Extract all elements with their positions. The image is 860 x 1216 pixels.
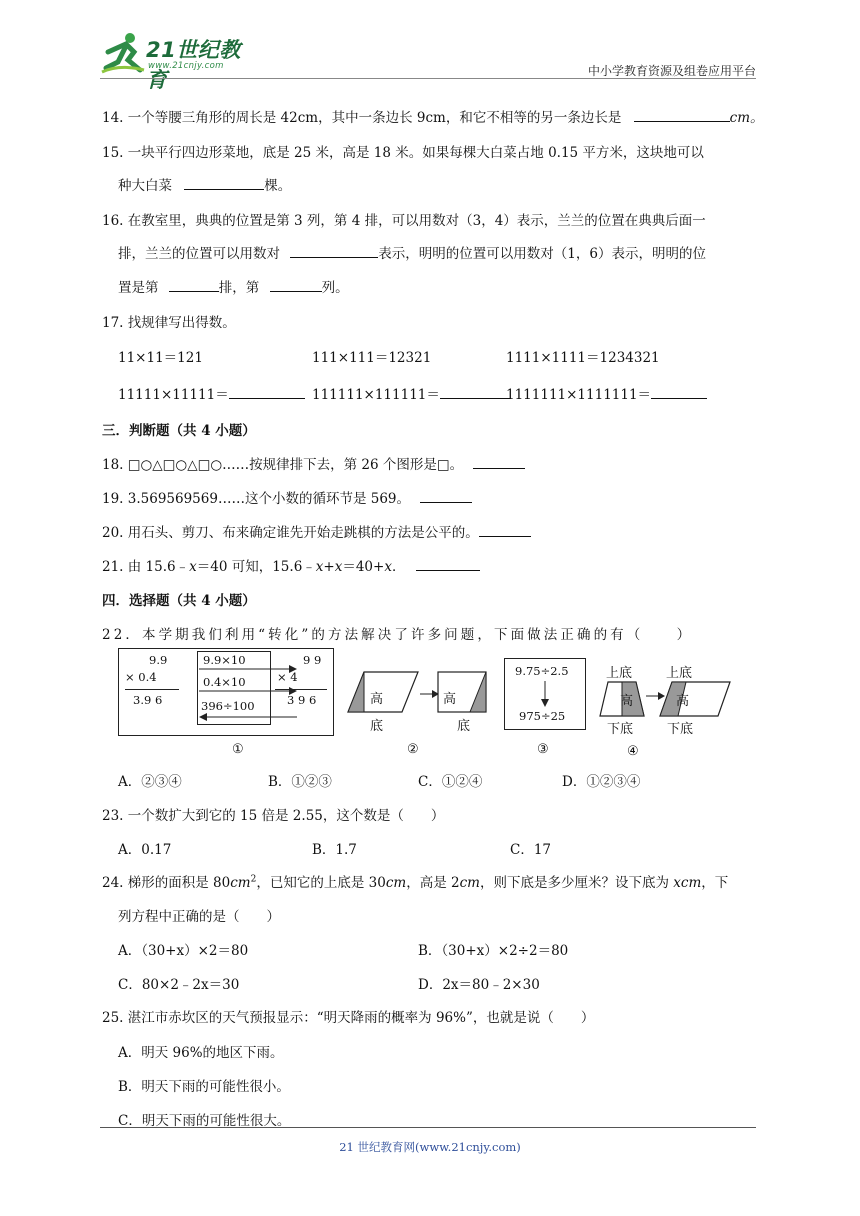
option-d[interactable]: D．2x＝80﹣2×30 — [418, 977, 540, 993]
answer-blank[interactable] — [473, 456, 525, 469]
site-logo — [100, 30, 260, 92]
figure-3-number: ③ — [537, 742, 549, 757]
option-c[interactable]: C．明天下雨的可能性很大。 — [118, 1113, 291, 1129]
option-a[interactable]: A．明天 96%的地区下雨。 — [118, 1045, 284, 1061]
question-22: 22．本学期我们利用“转化”的方法解决了许多问题，下面做法正确的有（ ） — [102, 627, 694, 643]
answer-blank[interactable] — [440, 386, 510, 399]
option-a[interactable]: A．（30+x）×2＝80 — [118, 943, 249, 959]
option-c[interactable]: C．①②④ — [418, 774, 483, 790]
figure-4-trapezoid-to-parallelogram — [598, 680, 736, 720]
answer-blank[interactable] — [270, 279, 322, 292]
question-24-line2: 列方程中正确的是（ ） — [118, 909, 280, 925]
answer-blank[interactable] — [479, 524, 531, 537]
pattern-expr-2: 111×111＝12321 — [312, 350, 432, 366]
page-header — [100, 28, 756, 92]
answer-blank[interactable] — [229, 386, 305, 399]
pattern-expr-4: 11111×11111＝ — [118, 383, 305, 403]
runner-logo-icon — [100, 30, 146, 76]
option-b[interactable]: B．1.7 — [312, 842, 357, 858]
header-divider — [100, 78, 756, 79]
question-20: 20. 用石头、剪刀、布来确定谁先开始走跳棋的方法是公平的。 — [102, 521, 531, 541]
option-b[interactable]: B．明天下雨的可能性很小。 — [118, 1079, 290, 1095]
logo-text: 21世纪教育 — [146, 38, 241, 92]
figure-4-number: ④ — [627, 744, 639, 759]
option-c[interactable]: C．80×2﹣2x＝30 — [118, 977, 240, 993]
footer-divider — [100, 1127, 756, 1128]
answer-blank[interactable] — [651, 386, 707, 399]
question-25: 25. 湛江市赤坎区的天气预报显示：“明天降雨的概率为 96%”，也就是说（ ） — [102, 1010, 595, 1026]
down-arrow-icon — [539, 681, 551, 707]
pattern-expr-1: 11×11＝121 — [118, 350, 203, 366]
option-a[interactable]: A．②③④ — [118, 774, 182, 790]
question-21: 21. 由 15.6﹣x＝40 可知，15.6﹣x+x＝40+x． — [102, 555, 480, 575]
question-15: 15. 一块平行四边形菜地，底是 25 米，高是 18 米。如果每棵大白菜占地 0.15 平方米，这块地可以 — [102, 145, 704, 161]
answer-blank[interactable] — [184, 177, 264, 190]
question-14: 14. 一个等腰三角形的周长是 42cm，其中一条边长 9cm，和它不相等的另一条边长是 cm。 — [102, 110, 764, 126]
question-23: 23. 一个数扩大到它的 15 倍是 2.55，这个数是（ ） — [102, 808, 445, 824]
question-19: 19. 3.569569569……这个小数的循环节是 569。 — [102, 487, 472, 507]
option-d[interactable]: D．①②③④ — [562, 774, 641, 790]
figure-2-number: ② — [407, 742, 419, 757]
answer-blank[interactable] — [420, 490, 472, 503]
question-24: 24. 梯形的面积是 $80cm^2$，已知它的上底是 30cm，高是 2cm，则下底是多少厘米？设下底为 xcm，下 — [102, 874, 729, 891]
section-heading-choice: 四．选择题（共 4 小题） — [102, 593, 256, 609]
question-15-line2: 种大白菜 棵。 — [118, 178, 292, 194]
option-c[interactable]: C．17 — [510, 842, 552, 858]
question-18: 18. □○△□○△□○……按规律排下去，第 26 个图形是□。 — [102, 453, 525, 473]
footer-text[interactable]: 21 世纪教育网(www.21cnjy.com) — [339, 1140, 521, 1154]
answer-blank[interactable] — [290, 245, 378, 258]
question-16: 16. 在教室里，典典的位置是第 3 列，第 4 排，可以用数对（3，4）表示，兰兰的位置在典典后面一 — [102, 213, 706, 229]
answer-blank[interactable] — [416, 558, 480, 571]
platform-title: 中小学教育资源及组卷应用平台 — [587, 64, 756, 78]
figure-3-division-conversion: 9.75÷2.5 975÷25 — [504, 658, 586, 730]
option-a[interactable]: A．0.17 — [118, 842, 172, 858]
answer-blank[interactable] — [634, 109, 730, 122]
figure-2-parallelogram-to-rectangle — [346, 670, 498, 718]
figure-1-number: ① — [232, 742, 244, 757]
question-16-line3: 置是第 排，第 列。 — [118, 280, 349, 296]
figure-1-decimal-conversion: 9.9 × 0.4 3.9 6 9.9×10 0.4×10 396÷100 9 9 × 4 3 9 6 — [118, 648, 334, 736]
answer-blank[interactable] — [169, 279, 219, 292]
pattern-expr-3: 1111×1111＝1234321 — [506, 350, 660, 366]
section-heading-judgement: 三．判断题（共 4 小题） — [102, 423, 256, 439]
question-17: 17. 找规律写出得数。 — [102, 315, 236, 331]
question-16-line2: 排，兰兰的位置可以用数对 表示，明明的位置可以用数对（1，6）表示，明明的位 — [118, 246, 706, 262]
option-b[interactable]: B．①②③ — [268, 774, 332, 790]
logo-url: www.21cnjy.com — [148, 61, 224, 71]
pattern-expr-6: 1111111×1111111＝ — [506, 383, 707, 403]
pattern-expr-5: 111111×111111＝ — [312, 383, 510, 403]
option-b[interactable]: B．（30+x）×2÷2＝80 — [418, 943, 569, 959]
